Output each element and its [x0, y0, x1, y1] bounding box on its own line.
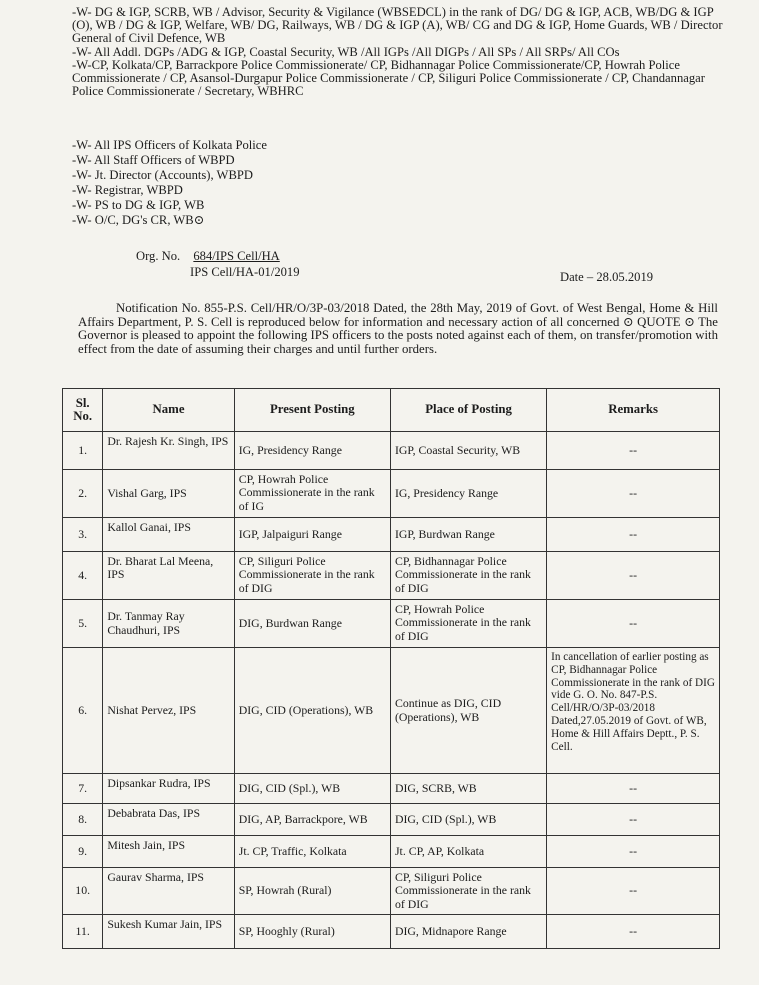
cell-place: CP, Siliguri Police Commissionerate in the rank of DIG: [390, 868, 546, 915]
posting-table: [62, 388, 720, 949]
cell-present: CP, Howrah Police Commissionerate in the rank of IG: [234, 470, 390, 518]
cell-remarks: --: [547, 774, 720, 804]
cell-sl: 8.: [63, 804, 103, 836]
table-row: [63, 804, 720, 836]
header-place: Place of Posting: [390, 389, 546, 432]
cell-place: IGP, Coastal Security, WB: [390, 432, 546, 470]
cell-place: DIG, SCRB, WB: [390, 774, 546, 804]
cell-remarks: In cancellation of earlier posting as CP, Bidhannagar Police Commissionerate in the rank of DIG vide G. O. No. 847-P.S. Cell/HR/O/3P-03/2018 Dated,27.05.2019 of Govt. of WB, Home & Hill Affairs Deptt., P. S. Cell.: [547, 648, 720, 774]
cell-sl: 11.: [63, 915, 103, 949]
cell-name: Dr. Rajesh Kr. Singh, IPS: [103, 432, 234, 470]
cell-present: Jt. CP, Traffic, Kolkata: [234, 836, 390, 868]
org-reference: [136, 248, 300, 280]
table-row: [63, 915, 720, 949]
distribution-line: -W- PS to DG & IGP, WB: [72, 198, 205, 212]
cell-sl: 4.: [63, 552, 103, 600]
cell-remarks: --: [547, 600, 720, 648]
table-row: [63, 836, 720, 868]
distribution-line: -W-CP, Kolkata/CP, Barrackpore Police Commissionerate/ CP, Bidhannagar Police Commissionerate/CP, Howrah Police Commissionerate / CP, Asansol-Durgapur Police Commissionerate / CP, Siliguri Police Commissionerate / CP, Chandannagar Police Commissionerate / Secretary, WBHRC: [72, 57, 705, 99]
cell-present: IGP, Jalpaiguri Range: [234, 518, 390, 552]
cell-remarks: --: [547, 470, 720, 518]
cell-sl: 1.: [63, 432, 103, 470]
distribution-list: [72, 6, 732, 98]
cell-sl: 7.: [63, 774, 103, 804]
cell-present: CP, Siliguri Police Commissionerate in the rank of DIG: [234, 552, 390, 600]
cell-place: CP, Howrah Police Commissionerate in the rank of DIG: [390, 600, 546, 648]
org-number: 684/IPS Cell/HA: [193, 249, 280, 263]
cell-present: DIG, CID (Operations), WB: [234, 648, 390, 774]
header-sl: Sl. No.: [63, 389, 103, 432]
distribution-line: -W- DG & IGP, SCRB, WB / Advisor, Security & Vigilance (WBSEDCL) in the rank of DG/ DG & IGP, ACB, WB/DG & IGP (O), WB / DG & IGP, Welfare, WB/ DG, Railways, WB / DG & IGP (A), WB/ CG and DG & IGP, Home Guards, WB / Director General of Civil Defence, WB: [72, 5, 723, 46]
distribution-line: -W- All Staff Officers of WBPD: [72, 153, 235, 167]
cell-present: SP, Howrah (Rural): [234, 868, 390, 915]
cell-present: DIG, CID (Spl.), WB: [234, 774, 390, 804]
cell-name: Dr. Bharat Lal Meena, IPS: [103, 552, 234, 600]
cell-remarks: --: [547, 432, 720, 470]
notification-text: Notification No. 855-P.S. Cell/HR/O/3P-03/2018 Dated, the 28th May, 2019 of Govt. of West Bengal, Home & Hill Affairs Department, P. S. Cell is reproduced below for information and necessary action of all concerned ⊙ QUOTE ⊙ The Governor is pleased to appoint the following IPS officers to the posts noted against each of them, on transfer/promotion with effect from the date of assuming their charges and until further orders.: [78, 301, 718, 356]
cell-place: IG, Presidency Range: [390, 470, 546, 518]
cell-sl: 10.: [63, 868, 103, 915]
distribution-list-secondary: [72, 138, 267, 228]
document-date: Date – 28.05.2019: [560, 270, 654, 284]
cell-place: Continue as DIG, CID (Operations), WB: [390, 648, 546, 774]
notification-paragraph: [78, 302, 718, 356]
table-row: [63, 518, 720, 552]
header-remarks: Remarks: [547, 389, 720, 432]
cell-sl: 2.: [63, 470, 103, 518]
cell-present: DIG, Burdwan Range: [234, 600, 390, 648]
cell-place: Jt. CP, AP, Kolkata: [390, 836, 546, 868]
cell-name: Dipsankar Rudra, IPS: [103, 774, 234, 804]
cell-remarks: --: [547, 915, 720, 949]
cell-remarks: --: [547, 804, 720, 836]
cell-sl: 5.: [63, 600, 103, 648]
cell-sl: 3.: [63, 518, 103, 552]
header-present: Present Posting: [234, 389, 390, 432]
cell-name: Dr. Tanmay Ray Chaudhuri, IPS: [103, 600, 234, 648]
cell-place: DIG, CID (Spl.), WB: [390, 804, 546, 836]
table-row: [63, 600, 720, 648]
table-row: [63, 648, 720, 774]
cell-place: IGP, Burdwan Range: [390, 518, 546, 552]
cell-name: Vishal Garg, IPS: [103, 470, 234, 518]
table-row: [63, 432, 720, 470]
cell-present: SP, Hooghly (Rural): [234, 915, 390, 949]
cell-sl: 9.: [63, 836, 103, 868]
cell-remarks: --: [547, 552, 720, 600]
cell-present: IG, Presidency Range: [234, 432, 390, 470]
cell-present: DIG, AP, Barrackpore, WB: [234, 804, 390, 836]
cell-place: DIG, Midnapore Range: [390, 915, 546, 949]
cell-place: CP, Bidhannagar Police Commissionerate in the rank of DIG: [390, 552, 546, 600]
cell-sl: 6.: [63, 648, 103, 774]
cell-remarks: --: [547, 836, 720, 868]
distribution-line: -W- O/C, DG's CR, WB⊙: [72, 213, 205, 227]
cell-name: Nishat Pervez, IPS: [103, 648, 234, 774]
distribution-line: -W- All IPS Officers of Kolkata Police: [72, 138, 267, 152]
cell-name: Kallol Ganai, IPS: [103, 518, 234, 552]
header-name: Name: [103, 389, 234, 432]
cell-name: Debabrata Das, IPS: [103, 804, 234, 836]
table-header-row: [63, 389, 720, 432]
org-label: Org. No.: [136, 249, 181, 263]
org-ref: IPS Cell/HA-01/2019: [190, 265, 300, 279]
cell-name: Sukesh Kumar Jain, IPS: [103, 915, 234, 949]
distribution-line: -W- Registrar, WBPD: [72, 183, 183, 197]
table-row: [63, 552, 720, 600]
cell-name: Mitesh Jain, IPS: [103, 836, 234, 868]
cell-name: Gaurav Sharma, IPS: [103, 868, 234, 915]
distribution-line: -W- Jt. Director (Accounts), WBPD: [72, 168, 253, 182]
cell-remarks: --: [547, 518, 720, 552]
table-row: [63, 470, 720, 518]
distribution-line: -W- All Addl. DGPs /ADG & IGP, Coastal Security, WB /All IGPs /All DIGPs / All SPs / All SRPs/ All COs: [72, 44, 620, 59]
table-row: [63, 868, 720, 915]
table-row: [63, 774, 720, 804]
cell-remarks: --: [547, 868, 720, 915]
